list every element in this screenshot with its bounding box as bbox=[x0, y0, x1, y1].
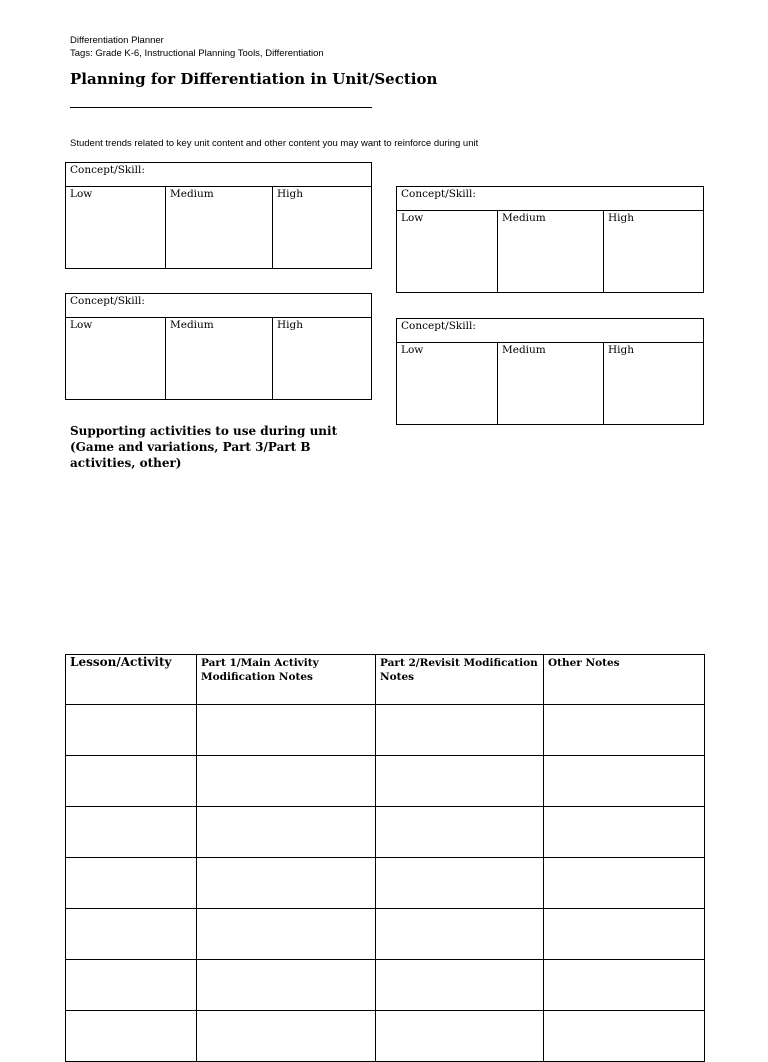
other-notes-cell[interactable] bbox=[544, 705, 705, 756]
table-row bbox=[66, 756, 705, 807]
part1-notes-cell[interactable] bbox=[197, 909, 376, 960]
part1-notes-cell[interactable] bbox=[197, 807, 376, 858]
other-notes-cell[interactable] bbox=[544, 1011, 705, 1062]
level-high-cell[interactable]: High bbox=[272, 187, 371, 268]
concept-skill-box-1 bbox=[65, 162, 372, 269]
part1-notes-cell[interactable] bbox=[197, 1011, 376, 1062]
concept-skill-label[interactable]: Concept/Skill: bbox=[66, 294, 371, 318]
level-medium-cell[interactable]: Medium bbox=[165, 318, 272, 399]
lesson-activity-cell[interactable] bbox=[66, 1011, 197, 1062]
part2-notes-cell[interactable] bbox=[376, 858, 544, 909]
table-row bbox=[66, 705, 705, 756]
concept-skill-box-2 bbox=[396, 186, 704, 293]
part1-notes-cell[interactable] bbox=[197, 705, 376, 756]
other-notes-cell[interactable] bbox=[544, 807, 705, 858]
part2-notes-cell[interactable] bbox=[376, 909, 544, 960]
concept-skill-label[interactable]: Concept/Skill: bbox=[397, 319, 703, 343]
table-row bbox=[66, 909, 705, 960]
concept-skill-box-4 bbox=[396, 318, 704, 425]
part1-notes-header: Part 1/Main Activity Modification Notes bbox=[197, 655, 376, 705]
part1-notes-cell[interactable] bbox=[197, 756, 376, 807]
tags-label: Tags: Grade K-6, Instructional Planning Tools, Differentiation bbox=[70, 48, 324, 59]
concept-skill-box-3 bbox=[65, 293, 372, 400]
part1-notes-cell[interactable] bbox=[197, 858, 376, 909]
level-low-cell[interactable]: Low bbox=[401, 212, 424, 224]
level-medium-cell[interactable]: Medium bbox=[165, 187, 272, 268]
lesson-activity-cell[interactable] bbox=[66, 909, 197, 960]
supporting-activities-heading bbox=[70, 423, 360, 471]
other-notes-cell[interactable] bbox=[544, 756, 705, 807]
level-high-cell[interactable]: High bbox=[603, 211, 703, 292]
other-notes-cell[interactable] bbox=[544, 960, 705, 1011]
level-high-cell[interactable]: High bbox=[272, 318, 371, 399]
table-row bbox=[66, 807, 705, 858]
lesson-activity-cell[interactable] bbox=[66, 960, 197, 1011]
supporting-activities-line-2: (Game and variations, Part 3/Part B bbox=[70, 440, 311, 454]
table-row bbox=[66, 960, 705, 1011]
part1-notes-cell[interactable] bbox=[197, 960, 376, 1011]
table-row bbox=[66, 1011, 705, 1062]
level-high-cell[interactable]: High bbox=[603, 343, 703, 424]
part2-notes-cell[interactable] bbox=[376, 960, 544, 1011]
part2-notes-cell[interactable] bbox=[376, 1011, 544, 1062]
supporting-activities-line-3: activities, other) bbox=[70, 456, 182, 470]
other-notes-header: Other Notes bbox=[544, 655, 705, 705]
level-medium-cell[interactable]: Medium bbox=[497, 211, 603, 292]
supporting-activities-line-1: Supporting activities to use during unit bbox=[70, 424, 338, 438]
level-low-cell[interactable]: Low bbox=[401, 344, 424, 356]
table-header-row bbox=[66, 655, 705, 705]
title-blank-line bbox=[70, 107, 372, 108]
part2-notes-cell[interactable] bbox=[376, 705, 544, 756]
lesson-activity-cell[interactable] bbox=[66, 858, 197, 909]
lesson-activity-header: Lesson/Activity bbox=[66, 655, 197, 705]
level-low-cell[interactable]: Low bbox=[70, 188, 93, 200]
part2-notes-cell[interactable] bbox=[376, 807, 544, 858]
table-row bbox=[66, 858, 705, 909]
concept-skill-label[interactable]: Concept/Skill: bbox=[397, 187, 703, 211]
student-trends-label: Student trends related to key unit content and other content you may want to reinforce during unit bbox=[70, 138, 479, 149]
table-body bbox=[66, 705, 705, 1062]
lesson-activity-cell[interactable] bbox=[66, 756, 197, 807]
lesson-planning-table bbox=[65, 654, 705, 1062]
lesson-activity-cell[interactable] bbox=[66, 705, 197, 756]
level-medium-cell[interactable]: Medium bbox=[497, 343, 603, 424]
part2-notes-header: Part 2/Revisit Modification Notes bbox=[376, 655, 544, 705]
page-title: Planning for Differentiation in Unit/Section bbox=[70, 70, 438, 88]
concept-skill-label[interactable]: Concept/Skill: bbox=[66, 163, 371, 187]
part2-notes-cell[interactable] bbox=[376, 756, 544, 807]
lesson-activity-cell[interactable] bbox=[66, 807, 197, 858]
level-low-cell[interactable]: Low bbox=[70, 319, 93, 331]
document-type-label: Differentiation Planner bbox=[70, 35, 164, 46]
other-notes-cell[interactable] bbox=[544, 909, 705, 960]
other-notes-cell[interactable] bbox=[544, 858, 705, 909]
